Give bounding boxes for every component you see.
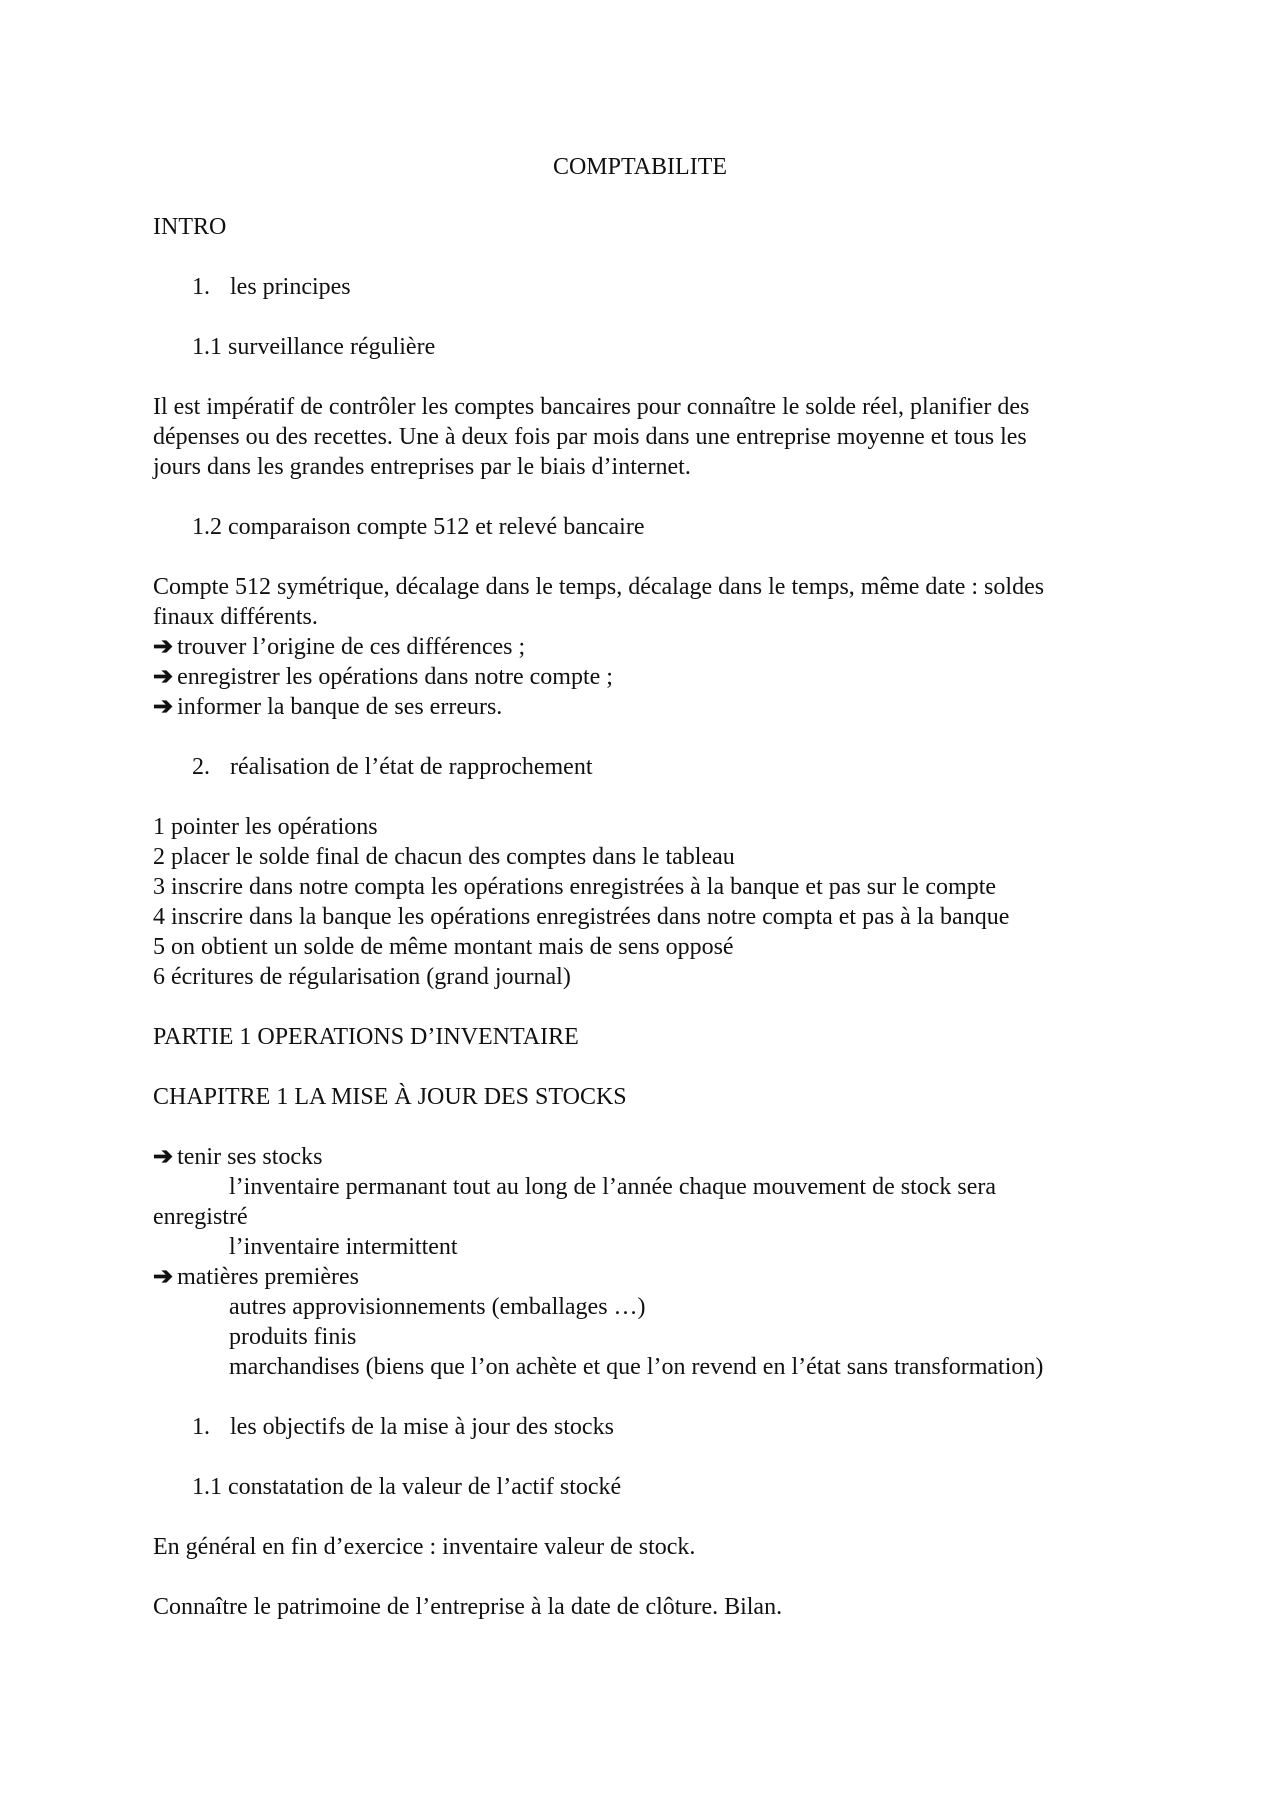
section-1-heading: [192, 272, 351, 302]
objectives-1-1-heading: 1.1 constatation de la valeur de l’actif stocké: [192, 1474, 622, 1500]
arrow-item: [153, 1262, 359, 1292]
paragraph-line: Connaître le patrimoine de l’entreprise à la date de clôture. Bilan.: [153, 1594, 783, 1620]
paragraph-line: Il est impératif de contrôler les comptes bancaires pour connaître le solde réel, planifier des: [153, 394, 1030, 420]
section-number: 2.: [192, 754, 210, 780]
paragraph-line: En général en fin d’exercice : inventaire valeur de stock.: [153, 1534, 696, 1560]
section-1-2-heading: 1.2 comparaison compte 512 et relevé bancaire: [192, 514, 645, 540]
section-number: 1.: [192, 1414, 210, 1440]
arrow-right-icon: ➔: [153, 1264, 174, 1290]
arrow-item-text: informer la banque de ses erreurs.: [177, 694, 503, 720]
arrow-item: [153, 662, 613, 692]
step-line: 6 écritures de régularisation (grand journal): [153, 964, 571, 990]
arrow-right-icon: ➔: [153, 634, 174, 660]
paragraph-line: enregistré: [153, 1204, 248, 1230]
section-title: les objectifs de la mise à jour des stocks: [230, 1414, 614, 1440]
indented-line: l’inventaire intermittent: [229, 1234, 458, 1260]
step-line: 4 inscrire dans la banque les opérations enregistrées dans notre compta et pas à la banque: [153, 904, 1010, 930]
indented-line: produits finis: [229, 1324, 357, 1350]
chapitre-heading: CHAPITRE 1 LA MISE À JOUR DES STOCKS: [153, 1084, 627, 1110]
arrow-item-text: matières premières: [177, 1264, 360, 1290]
section-2-heading: [192, 752, 593, 782]
section-title: réalisation de l’état de rapprochement: [230, 754, 593, 780]
arrow-item: [153, 632, 525, 662]
arrow-item: [153, 1142, 322, 1172]
intro-heading: INTRO: [153, 214, 227, 240]
section-1-1-heading: 1.1 surveillance régulière: [192, 334, 436, 360]
arrow-item-text: trouver l’origine de ces différences ;: [177, 634, 526, 660]
arrow-item-text: enregistrer les opérations dans notre compte ;: [177, 664, 613, 690]
indented-line: l’inventaire permanant tout au long de l’année chaque mouvement de stock sera: [229, 1174, 997, 1200]
step-line: 1 pointer les opérations: [153, 814, 378, 840]
partie-heading: PARTIE 1 OPERATIONS D’INVENTAIRE: [153, 1024, 579, 1050]
paragraph-line: jours dans les grandes entreprises par le biais d’internet.: [153, 454, 691, 480]
step-line: 5 on obtient un solde de même montant mais de sens opposé: [153, 934, 734, 960]
paragraph-line: dépenses ou des recettes. Une à deux fois par mois dans une entreprise moyenne et tous les: [153, 424, 1027, 450]
paragraph-line: finaux différents.: [153, 604, 318, 630]
step-line: 3 inscrire dans notre compta les opérations enregistrées à la banque et pas sur le compte: [153, 874, 997, 900]
arrow-right-icon: ➔: [153, 1144, 174, 1170]
step-line: 2 placer le solde final de chacun des comptes dans le tableau: [153, 844, 735, 870]
indented-line: marchandises (biens que l’on achète et que l’on revend en l’état sans transformation): [229, 1354, 1044, 1380]
arrow-right-icon: ➔: [153, 664, 174, 690]
document-title: COMPTABILITE: [552, 154, 728, 180]
section-number: 1.: [192, 274, 210, 300]
arrow-item-text: tenir ses stocks: [177, 1144, 323, 1170]
arrow-right-icon: ➔: [153, 694, 174, 720]
paragraph-line: Compte 512 symétrique, décalage dans le temps, décalage dans le temps, même date : soldes: [153, 574, 1045, 600]
section-title: les principes: [230, 274, 351, 300]
objectives-heading: [192, 1412, 614, 1442]
arrow-item: [153, 692, 502, 722]
indented-line: autres approvisionnements (emballages …): [229, 1294, 646, 1320]
